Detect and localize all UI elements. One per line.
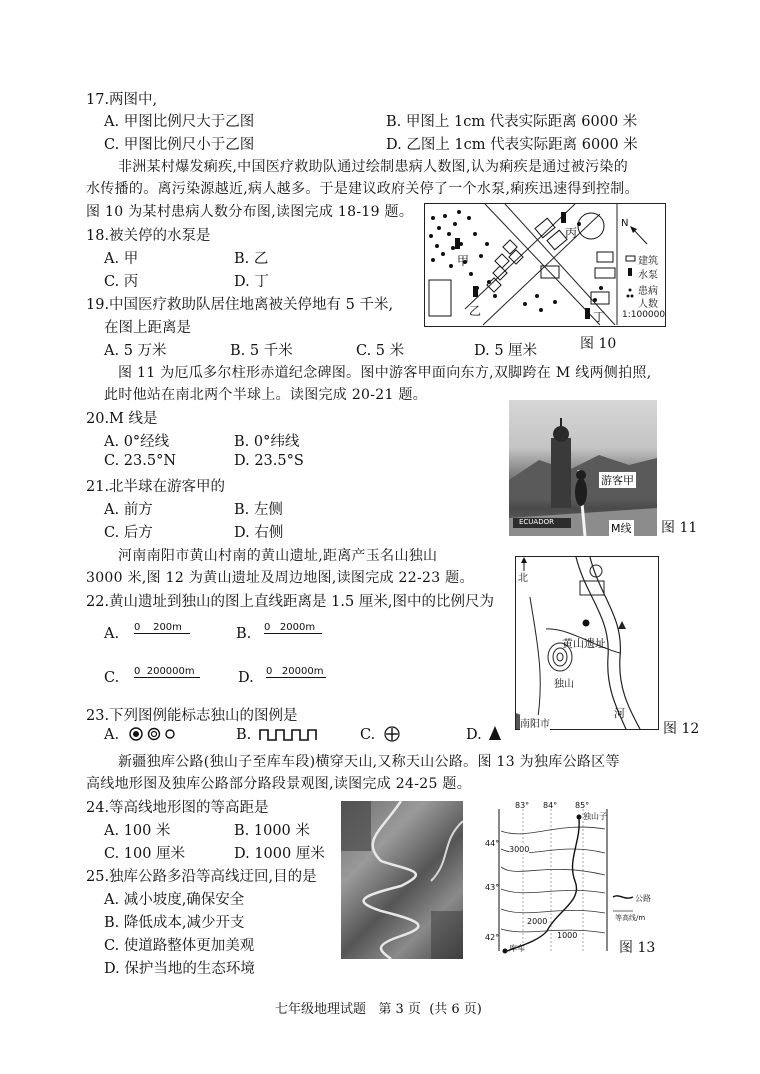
q19-option-b[interactable]: B. 5 千米 — [230, 343, 293, 359]
q25-stem: 25.独库公路多沿等高线迂回,目的是 — [86, 869, 317, 885]
q17-option-b[interactable]: B. 甲图上 1cm 代表实际距离 6000 米 — [386, 114, 638, 130]
scale-bar-a[interactable]: 0 200m — [134, 622, 190, 634]
town-dushanzi: 独山子 — [583, 812, 607, 821]
river-label: 河 — [614, 707, 625, 720]
q23-stem: 23.下列图例能标志独山的图例是 — [86, 708, 298, 724]
contour-1000: 1000 — [557, 931, 578, 940]
intro3-line2: 3000 米,图 12 为黄山遗址及周边地图,读图完成 22-23 题。 — [86, 570, 474, 586]
scale-bar-b[interactable]: 0 2000m — [264, 622, 322, 634]
north-label: N — [621, 218, 629, 229]
q18-option-d[interactable]: D. 丁 — [234, 274, 269, 290]
railway-legend-icon[interactable] — [258, 726, 320, 742]
lon-84: 84° — [543, 801, 558, 810]
q19-stem: 19.中国医疗救助队居住地离被关停地有 5 千米, — [86, 297, 394, 313]
q19-stem2: 在图上距离是 — [104, 320, 191, 336]
m-line-label: M线 — [611, 522, 632, 535]
airport-icon[interactable] — [384, 726, 400, 742]
scale-bar-d[interactable]: 0 20000m — [266, 666, 326, 678]
contour-2000: 2000 — [527, 917, 548, 926]
q24-option-d[interactable]: D. 1000 厘米 — [234, 846, 325, 862]
q22-option-a[interactable]: A. — [104, 626, 120, 642]
q21-option-b[interactable]: B. 左侧 — [234, 502, 283, 518]
legend-city-town-icon[interactable] — [128, 726, 184, 742]
legend-pump: 水泵 — [638, 270, 658, 281]
lon-85: 85° — [575, 801, 590, 810]
q25-option-b[interactable]: B. 降低成本,减少开支 — [104, 915, 245, 931]
lon-83: 83° — [515, 801, 530, 810]
q25-option-c[interactable]: C. 使道路整体更加美观 — [104, 938, 255, 954]
intro1-line3: 图 10 为某村患病人数分布图,读图完成 18-19 题。 — [86, 204, 414, 220]
q19-option-c[interactable]: C. 5 米 — [356, 343, 405, 359]
ecuador-sign: ECUADOR — [519, 518, 554, 526]
q21-option-d[interactable]: D. 右侧 — [234, 525, 284, 541]
lat-44: 44° — [485, 839, 500, 848]
intro2-line2: 此时他站在南北两个半球上。读图完成 20-21 题。 — [104, 387, 428, 403]
intro1-line1: 非洲某村爆发痢疾,中国医疗救助队通过绘制患病人数图,认为痢疾是通过被污染的 — [118, 159, 628, 175]
legend-patient-1: 患病 — [638, 286, 658, 297]
q25-option-d[interactable]: D. 保护当地的生态环境 — [104, 961, 255, 977]
q23-option-b[interactable]: B. — [236, 727, 252, 743]
scale-bar-c[interactable]: 0 200000m — [134, 666, 200, 678]
q21-option-a[interactable]: A. 前方 — [104, 502, 153, 518]
intro3-line1: 河南南阳市黄山村南的黄山遗址,距离产玉名山独山 — [118, 548, 438, 564]
q17-option-c[interactable]: C. 甲图比例尺小于乙图 — [104, 137, 255, 153]
dushan-label: 独山 — [554, 679, 574, 690]
q24-option-a[interactable]: A. 100 米 — [104, 823, 171, 839]
intro1-line2: 水传播的。离污染源越近,病人越多。于是建议政府关停了一个水泵,痢疾迅速得到控制。 — [86, 181, 639, 197]
q24-option-c[interactable]: C. 100 厘米 — [104, 846, 186, 862]
figure-10-map — [424, 203, 666, 327]
q20-option-c[interactable]: C. 23.5°N — [104, 453, 177, 469]
q18-option-b[interactable]: B. 乙 — [234, 251, 269, 267]
q20-option-a[interactable]: A. 0°经线 — [104, 434, 170, 450]
town-kuche: 库车 — [509, 944, 525, 953]
q17-option-d[interactable]: D. 乙图上 1cm 代表实际距离 6000 米 — [386, 137, 638, 153]
intro4-line2: 高线地形图及独库公路部分路段景观图,读图完成 24-25 题。 — [86, 776, 472, 792]
north-label: 北 — [518, 573, 528, 584]
label-bing: 丙 — [565, 226, 578, 240]
q22-option-d[interactable]: D. — [238, 670, 254, 686]
figure-13-photo — [341, 801, 463, 959]
q24-option-b[interactable]: B. 1000 米 — [234, 823, 310, 839]
scale-label: 1:100000 — [622, 310, 666, 320]
q17-option-a[interactable]: A. 甲图比例尺大于乙图 — [104, 114, 255, 130]
q23-option-c[interactable]: C. — [360, 727, 376, 743]
page-footer: 七年级地理试题 第 3 页 (共 6 页) — [275, 1002, 482, 1017]
q21-option-c[interactable]: C. 后方 — [104, 525, 153, 541]
figure-12-map — [515, 556, 659, 730]
label-yi: 乙 — [469, 304, 482, 318]
q25-option-a[interactable]: A. 减小坡度,确保安全 — [104, 892, 245, 908]
lat-43: 43° — [485, 883, 500, 892]
q18-stem: 18.被关停的水泵是 — [86, 228, 211, 244]
intro2-line1: 图 11 为厄瓜多尔柱形赤道纪念碑图。图中游客甲面向东方,双脚跨在 M 线两侧拍照, — [118, 365, 652, 381]
mountain-peak-icon[interactable] — [488, 725, 502, 741]
legend-road: 公路 — [635, 894, 651, 903]
legend-building: 建筑 — [638, 256, 658, 267]
q22-option-b[interactable]: B. — [236, 626, 252, 642]
q20-stem: 20.M 线是 — [86, 411, 158, 427]
q20-option-b[interactable]: B. 0°纬线 — [234, 434, 300, 450]
q23-option-d[interactable]: D. — [466, 727, 482, 743]
nanyang-label: 南阳市 — [520, 715, 550, 730]
q22-stem: 22.黄山遗址到独山的图上直线距离是 1.5 厘米,图中的比例尺为 — [86, 594, 494, 610]
q20-option-d[interactable]: D. 23.5°S — [234, 453, 304, 469]
intro4-line1: 新疆独库公路(独山子至库车段)横穿天山,又称天山公路。图 13 为独库公路区等 — [118, 754, 620, 770]
q21-stem: 21.北半球在游客甲的 — [86, 479, 226, 495]
q17-stem: 17.两图中, — [86, 92, 158, 108]
tourist-label: 游客甲 — [601, 474, 634, 487]
lat-42: 42° — [485, 933, 500, 942]
contour-3000: 3000 — [509, 845, 530, 854]
q24-stem: 24.等高线地形图的等高距是 — [86, 800, 269, 816]
legend-contour: 等高线/m — [615, 914, 646, 922]
figure-10-caption: 图 10 — [580, 336, 617, 352]
label-jia: 甲 — [457, 254, 470, 268]
label-ding: 丁 — [593, 310, 606, 324]
q19-option-d[interactable]: D. 5 厘米 — [474, 343, 538, 359]
site-label: 黄山遗址 — [562, 637, 606, 650]
q18-option-a[interactable]: A. 甲 — [104, 251, 139, 267]
figure-12-caption: 图 12 — [663, 721, 700, 737]
figure-11-photo — [509, 400, 657, 536]
figure-13-contour-map — [487, 801, 659, 959]
q19-option-a[interactable]: A. 5 万米 — [104, 343, 167, 359]
q22-option-c[interactable]: C. — [104, 670, 120, 686]
q18-option-c[interactable]: C. 丙 — [104, 274, 139, 290]
legend-patient-2: 人数 — [638, 299, 658, 310]
q23-option-a[interactable]: A. — [104, 727, 120, 743]
figure-11-caption: 图 11 — [661, 520, 698, 536]
figure-13-caption: 图 13 — [619, 940, 656, 956]
